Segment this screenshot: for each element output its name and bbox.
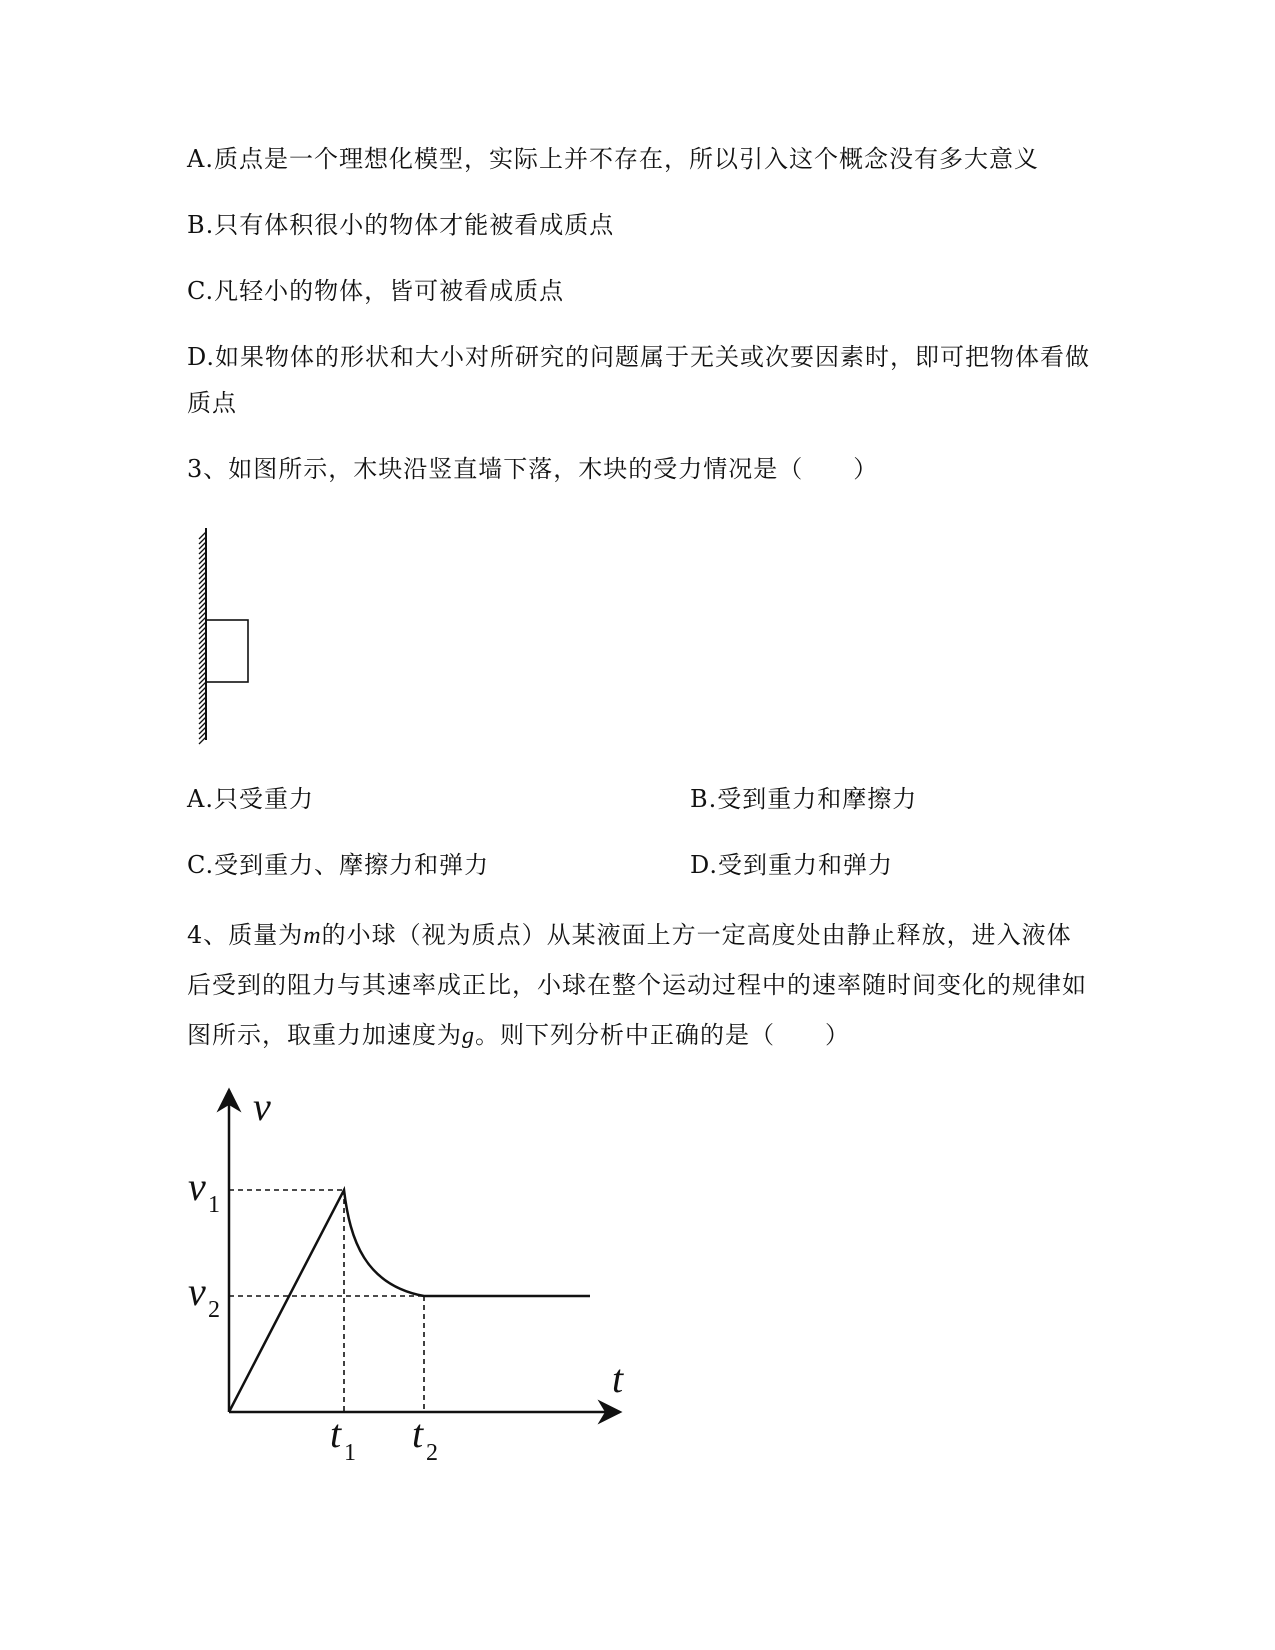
q3-option-b: B.受到重力和摩擦力	[690, 785, 918, 813]
q4-stem-line3-pre: 图所示，取重力加速度为	[187, 1021, 462, 1049]
q3-stem: 3、如图所示，木块沿竖直墙下落，木块的受力情况是（ ）	[187, 455, 879, 483]
v1-sub: 1	[208, 1192, 220, 1218]
q2-option-c: C.凡轻小的物体，皆可被看成质点	[187, 277, 565, 305]
v2-label: v	[188, 1269, 206, 1314]
q3-option-d: D.受到重力和弹力	[690, 851, 894, 879]
q2-option-d: D.如果物体的形状和大小对所研究的问题属于无关或次要因素时，即可把物体看做	[187, 343, 1091, 371]
q4-var-m: m	[303, 923, 322, 949]
t1-label: t	[330, 1411, 342, 1456]
t2-label: t	[412, 1411, 424, 1456]
q4-stem-line2: 后受到的阻力与其速率成正比，小球在整个运动过程中的速率随时间变化的规律如	[187, 971, 1087, 999]
t2-sub: 2	[426, 1440, 438, 1466]
t1-sub: 1	[344, 1440, 356, 1466]
velocity-curve	[229, 1190, 590, 1412]
q2-option-b: B.只有体积很小的物体才能被看成质点	[187, 211, 615, 239]
q4-stem-line1-pre: 4、质量为	[187, 921, 304, 949]
q4-stem-line3-post: 。则下列分析中正确的是（ ）	[475, 1021, 850, 1049]
q3-option-c: C.受到重力、摩擦力和弹力	[187, 851, 490, 879]
v2-sub: 2	[208, 1297, 220, 1323]
v-axis-label: v	[253, 1084, 271, 1129]
q2-option-d-cont: 质点	[187, 389, 237, 417]
q3-option-a: A.只受重力	[187, 785, 314, 813]
q4-stem-line1-post: 的小球（视为质点）从某液面上方一定高度处由静止释放，进入液体	[321, 921, 1072, 949]
q4-var-g: g	[462, 1023, 475, 1049]
t-axis-label: t	[612, 1356, 624, 1401]
q2-option-a: A.质点是一个理想化模型，实际上并不存在，所以引入这个概念没有多大意义	[187, 145, 1039, 173]
v1-label: v	[188, 1164, 206, 1209]
